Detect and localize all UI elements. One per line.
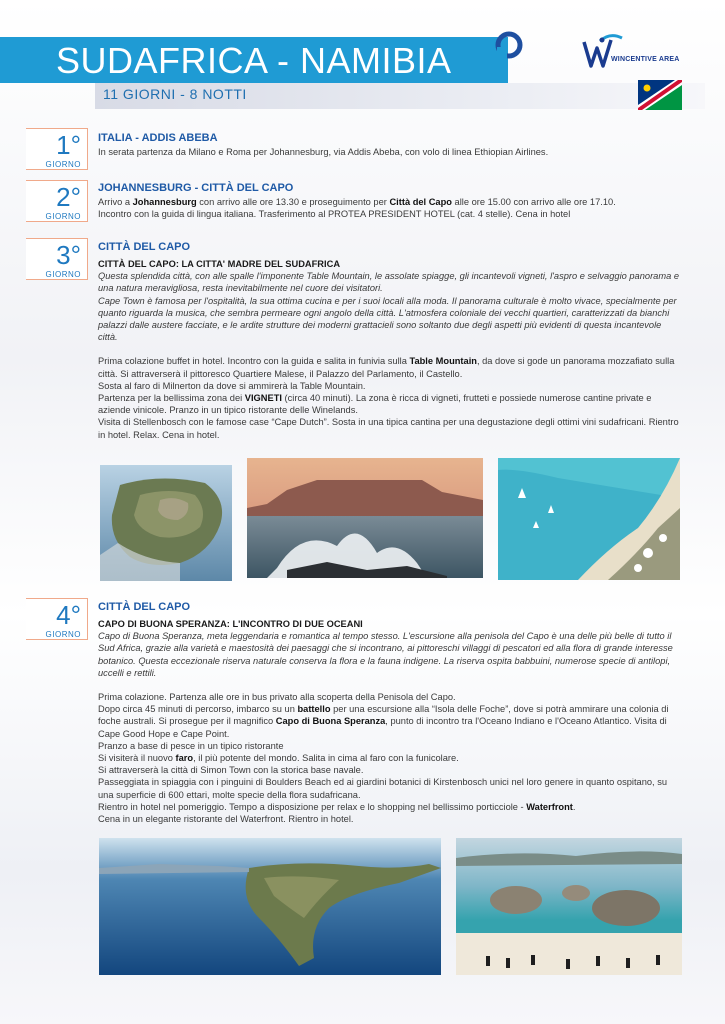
day-subtitle: CAPO DI BUONA SPERANZA: L'INCONTRO DI DUE OCEANI <box>98 619 363 629</box>
table-mountain-sunset-photo <box>247 458 483 578</box>
namibia-flag-icon <box>638 80 682 110</box>
day-badge-2 <box>26 180 88 222</box>
title-ring-icon <box>493 29 525 61</box>
day-title: CITTÀ DEL CAPO <box>98 241 191 253</box>
day-paragraph: Si visiterà il nuovo faro, il più potente del mondo. Salita in cima al faro con la funicolare. <box>98 753 459 764</box>
day-paragraph: Passeggiata in spiaggia con i pinguini di Boulders Beach ed ai giardini botanici di Kirstenbosch unici nel loro genere in quanto ospitano, su una superficie di 600 ettari, molte specie della flora sudafricana. <box>98 777 668 800</box>
day-badge-4 <box>26 598 88 640</box>
brand-text: WINCENTIVE AREA <box>611 56 680 63</box>
day-paragraph: Si attraverserà la città di Simon Town con la storica base navale. <box>98 765 364 776</box>
day-number: 4° <box>56 600 81 630</box>
day-2-text <box>98 181 682 220</box>
day-paragraph: Prima colazione. Partenza alle ore in bus privato alla scoperta della Penisola del Capo. <box>98 692 456 703</box>
day-paragraph: In serata partenza da Milano e Roma per Johannesburg, via Addis Abeba, con volo di linea Ethiopian Airlines. <box>98 147 549 157</box>
day-title: CITTÀ DEL CAPO <box>98 601 191 613</box>
day-number: 3° <box>56 240 81 270</box>
day-paragraph: Prima colazione buffet in hotel. Incontro con la guida e salita in funivia sulla Table Mountain, da dove si gode un panorama mozzafiato sulla città. Si attraverserà il pittoresco Quartiere Malese, il Palazzo del Parlamento, il Castello. <box>98 356 675 379</box>
day-4-text <box>98 600 682 825</box>
day-badge-1 <box>26 128 88 170</box>
day-label: GIORNO <box>45 270 81 279</box>
day-paragraph: Rientro in hotel nel pomeriggio. Tempo a disposizione per relax e lo shopping nel bellissimo porticciole - Waterfront. <box>98 801 576 812</box>
day-paragraph: Arrivo a Johannesburg con arrivo alle ore 13.30 e proseguimento per Città del Capo alle ore 15.00 con arrivo alle ore 17.10. <box>98 197 616 207</box>
day-label: GIORNO <box>45 212 81 221</box>
day-title: JOHANNESBURG - CITTÀ DEL CAPO <box>98 182 294 194</box>
day-paragraph: Visita di Stellenbosch con le famose case “Cape Dutch”. Sosta in una tipica cantina per una degustazione degli ottimi vini sudafricani. Rientro in hotel. Relax. Cena in hotel. <box>98 417 679 440</box>
page-title: SUDAFRICA - NAMIBIA <box>56 40 452 81</box>
day-label: GIORNO <box>45 630 81 639</box>
boulders-beach-penguins-photo <box>456 838 682 975</box>
day-paragraph: Pranzo a base di pesce in un tipico ristorante <box>98 740 284 751</box>
intro-italic: Questa splendida città, con alle spalle l'imponente Table Mountain, le assolate spiagge, gli incantevoli vigneti, l'aspro e selvaggio panorama e una natura meravigliosa, resta inevitabilmente nel cuore dei visitatori. <box>98 271 680 294</box>
day-number: 2° <box>56 182 81 212</box>
intro-italic: Cape Town è famosa per l'ospitalità, la sua ottima cucina e per i suoi locali alla moda. Il panorama culturale è molto vivace, specialmente per quanto riguarda la musica, che sembra permeare ogni angolo della città. L'atmosfera coloniale dei vecchi quartieri, caratterizzati da bianchi palazzi dalle austere facciate, e le ardite strutture dei moderni grattacieli sono soltanto due degli aspetti più evidenti di questa incantevole città. <box>98 295 677 343</box>
camps-bay-beach-photo <box>498 458 680 580</box>
day-paragraph: Partenza per la bellissima zona dei VIGNETI (circa 40 minuti). La zona è ricca di vigneti, frutteti e possiede numerose cantine private e aziende vinicole. Pranzo in un tipico ristorante delle Winelands. <box>98 393 652 416</box>
day-label: GIORNO <box>45 160 81 169</box>
aerial-cape-town-photo <box>100 465 232 581</box>
day-subtitle: CITTÀ DEL CAPO: LA CITTA' MADRE DEL SUDAFRICA <box>98 259 341 269</box>
day-number: 1° <box>56 130 81 160</box>
day-paragraph: Sosta al faro di Milnerton da dove si ammirerà la Table Mountain. <box>98 380 366 391</box>
day-1-text <box>98 131 682 158</box>
day-title: ITALIA - ADDIS ABEBA <box>98 132 218 144</box>
day-paragraph: Dopo circa 45 minuti di percorso, imbarco su un battello per una escursione alla “Isola delle Foche”, dove si potrà ammirare una colonia di foche australi. Si prosegue per il magnifico Capo di Buona Speranza, punto di incontro tra l'Oceano Indiano e l'Oceano Atlantico. Visita di Cape Good Hope e Cape Point. <box>98 704 669 739</box>
day-paragraph: Incontro con la guida di lingua italiana. Trasferimento al PROTEA PRESIDENT HOTEL (cat. 4 stelle). Cena in hotel <box>98 209 571 220</box>
day-paragraph: Cena in un elegante ristorante del Waterfront. Rientro in hotel. <box>98 814 354 825</box>
day-3-text <box>98 240 682 441</box>
cape-peninsula-aerial-photo <box>99 838 441 975</box>
trip-duration: 11 GIORNI - 8 NOTTI <box>103 86 247 102</box>
intro-italic: Capo di Buona Speranza, meta leggendaria e romantica al tempo stesso. L'escursione alla penisola del Capo è una delle più belle di tutto il Sud Africa, grazie alla varietà e maestosità dei paesaggi che si incontrano, ai pittoreschi villaggi di pescatori ed alla flora di grande interesse botanico. Questa eccezionale riserva naturale conserva la flora e la fauna indigene. La riserva ospita babbuini, numerose specie di antilopi, uccelli e rettili. <box>98 631 673 678</box>
day-badge-3 <box>26 238 88 280</box>
w-swoosh-logo-icon <box>578 32 698 76</box>
